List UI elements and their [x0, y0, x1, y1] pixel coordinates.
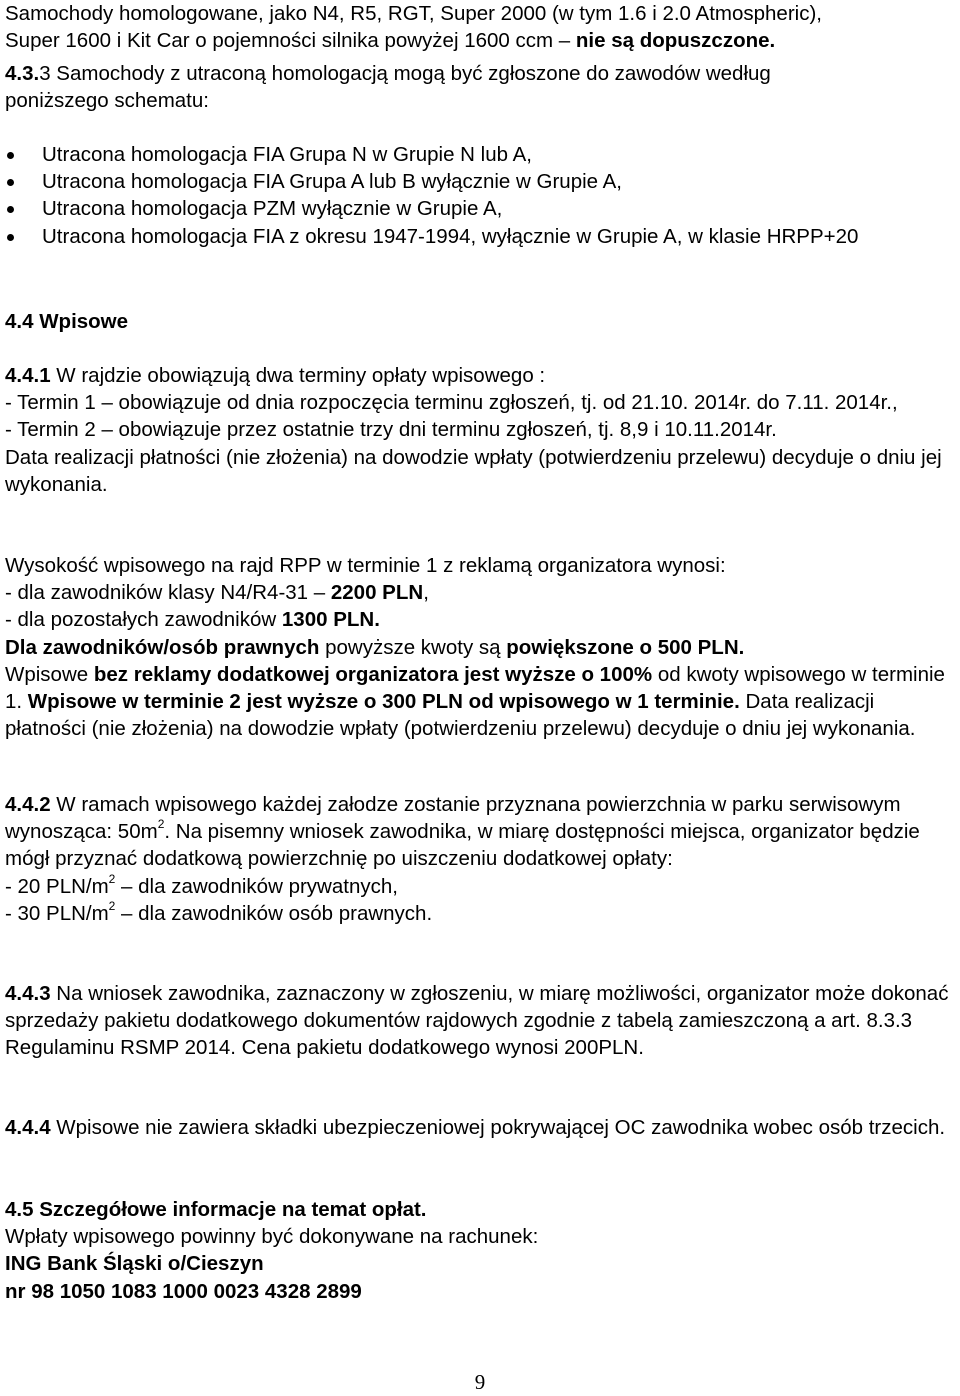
fees-line-3	[5, 606, 960, 633]
list-item-text: Utracona homologacja PZM wyłącznie w Grupie A,	[42, 197, 503, 221]
page-number: 9	[474, 1370, 486, 1394]
section-4-4-4-body: Wpisowe nie zawiera składki ubezpieczeniowej pokrywającej OC zawodnika wobec osób trzecich.	[50, 1116, 946, 1139]
fees-line-2-text: - dla zawodników klasy N4/R4-31 –	[5, 581, 331, 605]
account-number: nr 98 1050 1083 1000 0023 4328 2899	[5, 1279, 362, 1303]
bank-name: ING Bank Śląski o/Cieszyn	[5, 1252, 264, 1276]
fees-line-2-end: ,	[423, 581, 429, 605]
section-4-4-1-text: W rajdzie obowiązują dwa terminy opłaty wpisowego :	[50, 364, 546, 387]
section-4-4-1-line	[5, 362, 960, 389]
list-item	[5, 168, 960, 195]
fee-others: 1300 PLN.	[281, 608, 380, 632]
fees-paragraph	[5, 552, 960, 742]
homologation-list	[5, 141, 960, 250]
fees-line-5	[5, 661, 960, 743]
section-4-4-1-number-b: 1	[39, 364, 51, 387]
section-4-4-heading	[5, 308, 960, 335]
fees-line-4-c: powyższe kwoty są	[319, 635, 507, 659]
section-4-4-2-text-a: W ramach wpisowego każdej załodze zostanie przyznana powierzchnia w parku serwisowym wynosząca: 50m	[5, 793, 901, 844]
section-4-4-1-number: 4.4.	[5, 364, 40, 387]
section-4-5	[5, 1196, 960, 1305]
bullet-icon	[7, 206, 14, 213]
section-4-4-3-text	[5, 980, 960, 1062]
superscript: 2	[157, 817, 165, 832]
list-item-text: Utracona homologacja FIA Grupa N w Grupie N lub A,	[42, 143, 532, 166]
bullet-icon	[7, 179, 14, 186]
payment-date-note: Data realizacji płatności (nie złożenia) na dowodzie wpłaty (potwierdzeniu przelewu) decyduje o dniu jej wykonania.	[5, 445, 942, 496]
section-4-4-4	[5, 1114, 960, 1141]
section-4-3-3-number: 4.3.	[5, 62, 40, 85]
section-4-4-2-text-b: . Na pisemny wniosek zawodnika, w miarę dostępności miejsca, organizator będzie mógł przyznać dodatkową powierzchnię po uiszczeniu dodatkowej opłaty:	[5, 820, 920, 871]
section-4-4-3	[5, 980, 960, 1062]
list-item-text: Utracona homologacja FIA z okresu 1947-1994, wyłącznie w Grupie A, w klasie HRPP+20	[42, 224, 859, 248]
intro-paragraph	[5, 0, 960, 54]
price-item-private	[5, 873, 960, 900]
section-4-3-3-text-b: poniższego schematu:	[5, 89, 209, 113]
section-4-4-2-text	[5, 791, 960, 873]
price-item-private-b: – dla zawodników prywatnych,	[115, 874, 398, 898]
section-4-4-2-number: 4.4.	[5, 793, 40, 816]
fees-line-4-d: powiększone o 500 PLN.	[506, 635, 745, 659]
section-4-5-heading: 4.5 Szczegółowe informacje na temat opłat.	[5, 1198, 427, 1221]
fees-line-3-text: - dla pozostałych zawodników	[5, 608, 282, 632]
section-4-4-2-number-b: 2	[39, 793, 51, 816]
fees-line-1: Wysokość wpisowego na rajd RPP w terminie 1 z reklamą organizatora wynosi:	[5, 554, 726, 577]
fees-line-5-b: bez reklamy dodatkowej organizatora jest wyższe o 100%	[93, 662, 653, 686]
intro-line-2	[5, 27, 960, 54]
list-item-text: Utracona homologacja FIA Grupa A lub B wyłącznie w Grupie A,	[42, 170, 622, 194]
intro-dash: –	[558, 29, 571, 53]
section-4-4-3-number-b: 3	[39, 982, 51, 1005]
bullet-icon	[7, 152, 14, 159]
price-item-legal-b: – dla zawodników osób prawnych.	[115, 901, 433, 925]
list-item	[5, 195, 960, 222]
section-4-4-3-body: Na wniosek zawodnika, zaznaczony w zgłoszeniu, w miarę możliwości, organizator może dokonać sprzedaży pakietu dodatkowego dokumentów rajdowych zgodnie z tabelą zamieszczoną a art. 8.3.3 Regulaminu RSMP 2014. Cena pakietu dodatkowego wynosi 200PLN.	[5, 982, 949, 1060]
list-item	[5, 223, 922, 250]
section-4-3-3	[5, 60, 960, 114]
price-item-private-a: - 20 PLN/m	[5, 874, 109, 898]
intro-line-2-text: Super 1600 i Kit Car o pojemności silnika powyżej 1600 ccm	[5, 29, 559, 53]
section-4-3-3-lead: 3 Samochody z utraconą homologacją mogą być zgłoszone do zawodów według	[39, 62, 771, 85]
section-4-4-4-text	[5, 1114, 960, 1141]
heading-wpisowe: 4.4 Wpisowe	[5, 310, 129, 333]
fees-line-5-e: Data realizacji płatności (nie złożenia) na dowodzie wpłaty (potwierdzeniu przelewu) decyduje o dniu jej wykonania.	[5, 690, 916, 741]
section-4-4-1	[5, 362, 960, 498]
fees-line-5-a: Wpisowe	[5, 662, 94, 686]
intro-line-1: Samochody homologowane, jako N4, R5, RGT, Super 2000 (w tym 1.6 i 2.0 Atmospheric),	[5, 2, 822, 25]
fees-line-2	[5, 579, 960, 606]
fees-line-4	[5, 634, 960, 661]
fees-line-5-d: Wpisowe w terminie 2 jest wyższe o 300 PLN od wpisowego w 1 terminie.	[27, 690, 740, 714]
section-4-3-3-text	[5, 60, 960, 87]
section-4-4-4-number: 4.4.	[5, 1116, 40, 1139]
superscript: 2	[108, 871, 116, 886]
section-4-4-2	[5, 791, 960, 927]
section-4-4-4-number-b: 4	[39, 1116, 51, 1139]
fees-line-4-b: osób prawnych	[169, 635, 320, 659]
fee-n4: 2200 PLN	[330, 581, 424, 605]
price-item-legal	[5, 900, 960, 927]
termin-2: - Termin 2 – obowiązuje przez ostatnie trzy dni terminu zgłoszeń, tj. 8,9 i 10.11.2014r.	[5, 418, 777, 442]
intro-not-allowed: nie są dopuszczone.	[570, 29, 776, 53]
section-4-4-3-number: 4.4.	[5, 982, 40, 1005]
price-item-legal-a: - 30 PLN/m	[5, 901, 109, 925]
list-item	[5, 141, 960, 168]
bullet-icon	[7, 234, 14, 241]
fees-line-5-c: od kwoty wpisowego w terminie 1.	[5, 662, 945, 714]
superscript: 2	[108, 898, 116, 913]
fees-line-4-a: Dla zawodników/	[5, 635, 170, 659]
section-4-5-line: Wpłaty wpisowego powinny być dokonywane na rachunek:	[5, 1225, 539, 1249]
termin-1: - Termin 1 – obowiązuje od dnia rozpoczęcia terminu zgłoszeń, tj. od 21.10. 2014r. do 7.11. 2014r.,	[5, 391, 898, 415]
